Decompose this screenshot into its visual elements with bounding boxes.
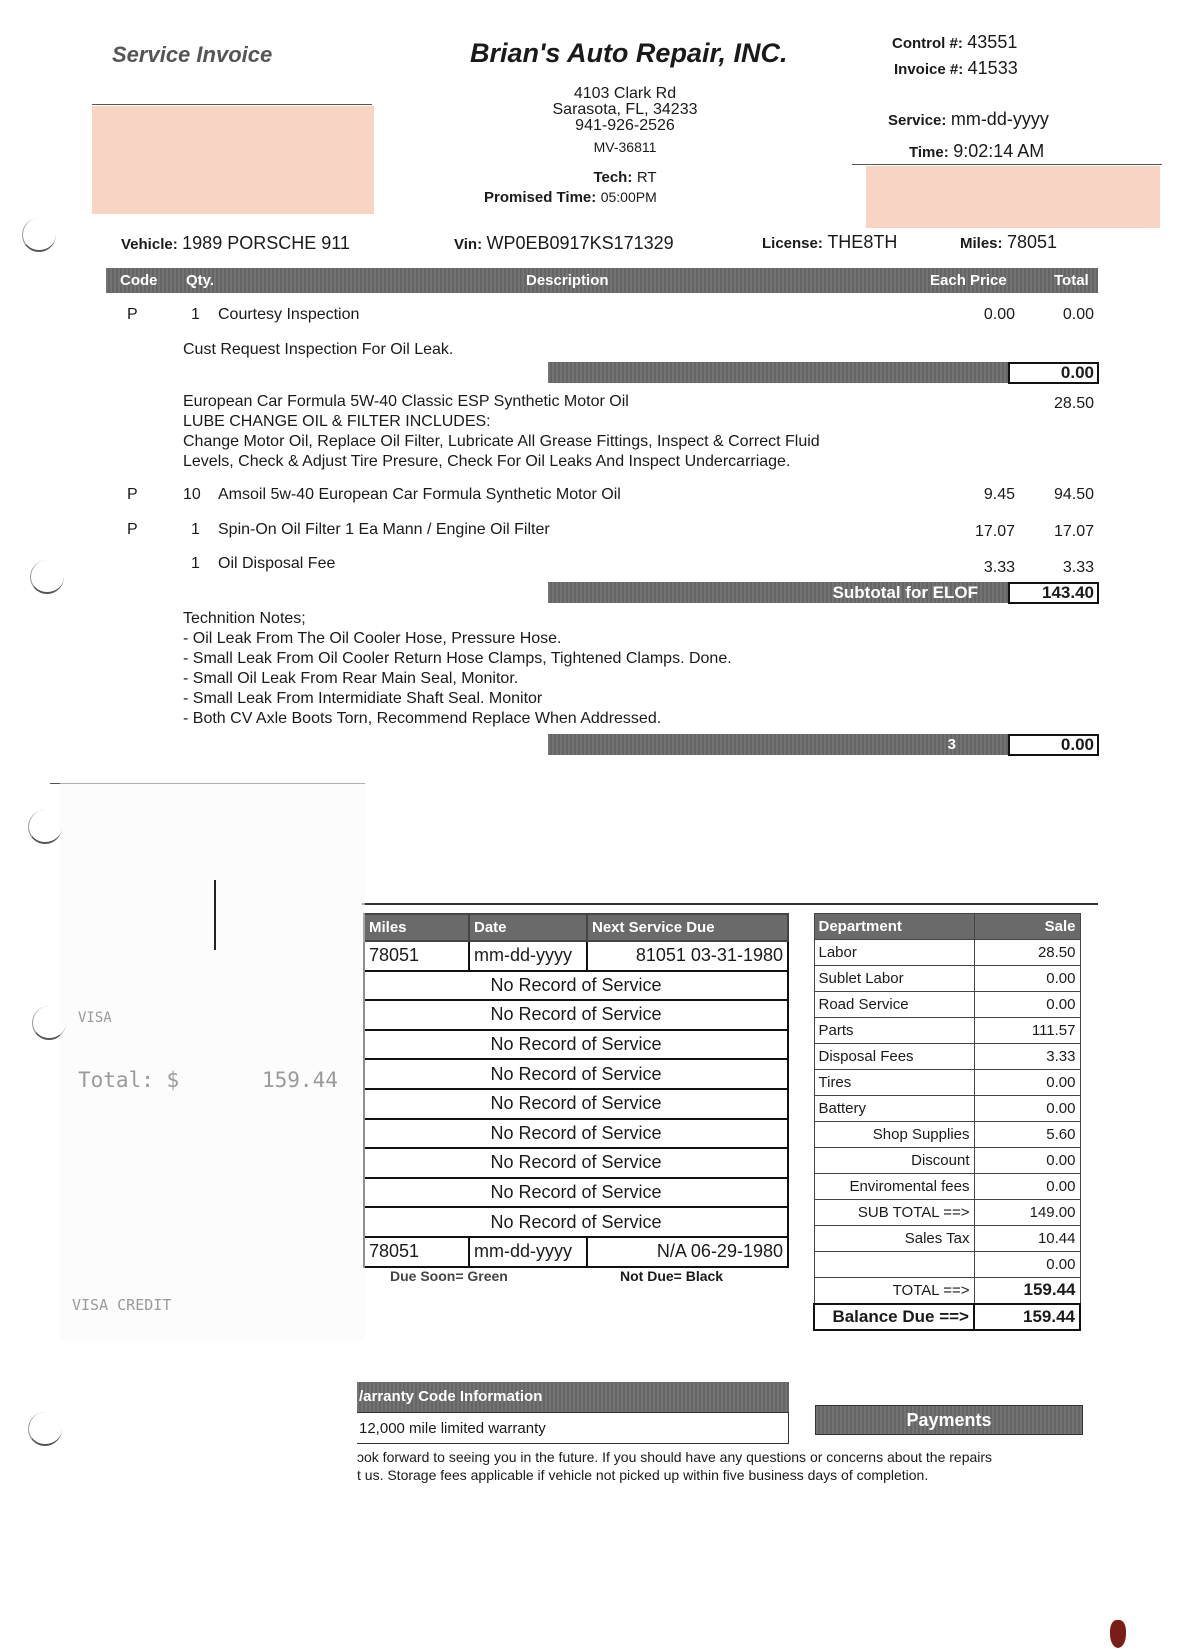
history-empty-row — [364, 971, 788, 1001]
item-description: Courtesy Inspection — [218, 306, 360, 323]
each-price-column-header: Each Price — [930, 272, 1007, 289]
total-row — [814, 1278, 1080, 1304]
history-date: mm-dd-yyyy — [469, 1237, 587, 1267]
item-each-price: 0.00 — [983, 306, 1015, 323]
service-date-line — [888, 109, 1049, 130]
item-description: Amsoil 5w-40 European Car Formula Synthetic Motor Oil — [218, 486, 621, 503]
item-qty: 1 — [191, 555, 200, 572]
courtesy-note: Cust Request Inspection For Oil Leak. — [183, 341, 454, 358]
history-empty-row — [364, 1207, 788, 1237]
item-qty: 1 — [191, 521, 200, 538]
note-line: - Both CV Axle Boots Torn, Recommend Replace When Addressed. — [183, 710, 662, 727]
item-code: P — [127, 306, 138, 323]
notes-title: Technition Notes; — [183, 610, 306, 627]
control-number: 43551 — [967, 32, 1018, 52]
no-record-text: No Record of Service — [364, 971, 788, 1001]
discount-row — [814, 1148, 1080, 1174]
department-sale: 3.33 — [974, 1044, 1080, 1070]
department-row — [814, 992, 1080, 1018]
sub-total-value: 149.00 — [974, 1200, 1080, 1226]
lube-description — [183, 392, 820, 472]
punch-hole — [30, 560, 64, 594]
shop-supplies-row — [814, 1122, 1080, 1148]
note-line: - Small Leak From Intermidiate Shaft Seal. Monitor — [183, 690, 543, 707]
punch-hole — [28, 1412, 62, 1446]
license-label: License: — [762, 235, 823, 252]
sales-tax-row — [814, 1226, 1080, 1252]
environmental-fees-label: Enviromental fees — [814, 1174, 974, 1200]
service-label: Service: — [888, 112, 947, 129]
technician-notes — [183, 609, 732, 729]
department-name: Tires — [814, 1070, 974, 1096]
courtesy-subtotal: 0.00 — [1008, 362, 1099, 384]
department-name: Sublet Labor — [814, 966, 974, 992]
sub-total-label: SUB TOTAL ==> — [814, 1200, 974, 1226]
license-line — [762, 232, 897, 253]
item-qty: 1 — [191, 306, 200, 323]
miles-value: 78051 — [1006, 232, 1058, 252]
department-name: Disposal Fees — [814, 1044, 974, 1070]
customer-address-redaction — [92, 106, 374, 214]
history-miles-header: Miles — [364, 914, 469, 941]
note-line: - Oil Leak From The Oil Cooler Hose, Pressure Hose. — [183, 630, 562, 647]
balance-due-label: Balance Due ==> — [814, 1304, 974, 1330]
shop-supplies-label: Shop Supplies — [814, 1122, 974, 1148]
service-date: mm-dd-yyyy — [950, 109, 1049, 129]
no-record-text: No Record of Service — [364, 1059, 788, 1089]
department-sale: 28.50 — [974, 940, 1080, 966]
item-total: 3.33 — [1062, 559, 1094, 576]
footer-line: ɔok forward to seeing you in the future. If you should have any questions or concerns about the repairs — [357, 1449, 993, 1465]
divider-line — [362, 903, 1098, 905]
history-empty-row — [364, 1030, 788, 1060]
time-label: Time: — [909, 144, 949, 161]
item-description: Spin-On Oil Filter 1 Ea Mann / Engine Oil Filter — [218, 521, 550, 538]
mv-number: MV-36811 — [593, 139, 657, 155]
section3-total: 0.00 — [1008, 734, 1099, 756]
department-name: Labor — [814, 940, 974, 966]
tech-value: RT — [636, 169, 657, 186]
control-number-line — [892, 32, 1017, 53]
department-sale: 0.00 — [974, 992, 1080, 1018]
elof-subtotal: 143.40 — [1008, 582, 1099, 604]
vehicle-value: 1989 PORSCHE 911 — [182, 233, 350, 253]
department-sale: 111.57 — [974, 1018, 1080, 1044]
department-row — [814, 1044, 1080, 1070]
history-miles: 78051 — [364, 1237, 469, 1267]
invoice-number-line — [894, 58, 1018, 79]
history-header-row — [364, 914, 788, 941]
courtesy-subtotal-bar — [548, 362, 1008, 383]
department-totals-table — [813, 913, 1081, 1331]
department-row — [814, 1018, 1080, 1044]
invoice-number: 41533 — [967, 58, 1018, 78]
lube-labor-total: 28.50 — [1053, 395, 1094, 412]
no-record-text: No Record of Service — [364, 1030, 788, 1060]
punch-hole — [22, 218, 56, 252]
history-miles: 78051 — [364, 941, 469, 971]
company-name: Brian's Auto Repair, INC. — [470, 38, 788, 68]
history-row — [364, 1237, 788, 1267]
promised-time-value: 05:00PM — [600, 189, 657, 205]
address-street: 4103 Clark Rd — [573, 85, 677, 102]
tech-line — [520, 169, 730, 187]
item-total: 94.50 — [1053, 486, 1094, 503]
department-sale: 0.00 — [974, 1070, 1080, 1096]
line-items-header — [106, 268, 1098, 293]
warranty-header — [357, 1382, 789, 1412]
history-date-header: Date — [469, 914, 587, 941]
item-description: Oil Disposal Fee — [218, 555, 336, 572]
blank-value: 0.00 — [974, 1252, 1080, 1278]
miles-line — [960, 232, 1057, 253]
time-line — [909, 141, 1044, 162]
environmental-fees-value: 0.00 — [974, 1174, 1080, 1200]
no-record-text: No Record of Service — [364, 1089, 788, 1119]
vin-value: WP0EB0917KS171329 — [486, 233, 674, 253]
company-address — [520, 86, 730, 155]
section3-bar — [548, 734, 1008, 755]
receipt-total-amount: 159.44 — [262, 1068, 338, 1092]
divider-line — [92, 104, 372, 105]
punch-hole — [28, 810, 62, 844]
department-row — [814, 966, 1080, 992]
department-row — [814, 940, 1080, 966]
blank-row — [814, 1252, 1080, 1278]
total-value: 159.44 — [974, 1278, 1080, 1304]
history-next-header: Next Service Due — [587, 914, 788, 941]
item-each-price: 17.07 — [974, 523, 1015, 540]
paper-stain — [1110, 1620, 1126, 1648]
note-line: - Small Leak From Oil Cooler Return Hose Clamps, Tightened Clamps. Done. — [183, 650, 732, 667]
balance-due-value: 159.44 — [974, 1304, 1080, 1330]
description-column-header: Description — [526, 272, 609, 289]
sub-total-row — [814, 1200, 1080, 1226]
item-each-price: 3.33 — [983, 559, 1015, 576]
discount-value: 0.00 — [974, 1148, 1080, 1174]
company-phone: 941-926-2526 — [575, 117, 675, 134]
history-next-due: N/A 06-29-1980 — [587, 1237, 788, 1267]
lube-line: European Car Formula 5W-40 Classic ESP Synthetic Motor Oil — [183, 393, 629, 410]
blank-label — [814, 1252, 974, 1278]
code-column-header: Code — [120, 272, 158, 289]
history-empty-row — [364, 1148, 788, 1178]
total-label: TOTAL ==> — [814, 1278, 974, 1304]
control-label: Control #: — [892, 35, 963, 52]
lube-line: Change Motor Oil, Replace Oil Filter, Lubricate All Grease Fittings, Inspect & Correct Fluid — [183, 433, 820, 450]
lube-line: Levels, Check & Adjust Tire Presure, Check For Oil Leaks And Inspect Undercarriage. — [183, 453, 791, 470]
section3-label: 3 — [947, 736, 956, 753]
no-record-text: No Record of Service — [364, 1207, 788, 1237]
sale-header: Sale — [974, 914, 1080, 940]
vehicle-line — [121, 233, 350, 254]
divider-line — [852, 164, 1162, 165]
department-row — [814, 1096, 1080, 1122]
history-date: mm-dd-yyyy — [469, 941, 587, 971]
department-sale: 0.00 — [974, 966, 1080, 992]
payments-title: Payments — [906, 1410, 992, 1430]
qty-column-header: Qty. — [186, 272, 215, 289]
elof-subtotal-label: Subtotal for ELOF — [832, 583, 978, 602]
history-row — [364, 941, 788, 971]
warranty-box — [357, 1412, 789, 1444]
receipt-total-label: Total: $ — [78, 1068, 180, 1092]
environmental-fees-row — [814, 1174, 1080, 1200]
department-sale: 0.00 — [974, 1096, 1080, 1122]
due-soon-legend: Due Soon= Green — [390, 1268, 508, 1284]
item-code: P — [127, 486, 138, 503]
signature-stroke — [214, 880, 216, 950]
promised-time-line — [484, 189, 657, 207]
miles-label: Miles: — [960, 235, 1003, 252]
service-history-table — [363, 913, 789, 1268]
total-column-header: Total — [1054, 272, 1089, 289]
no-record-text: No Record of Service — [364, 1148, 788, 1178]
vin-line — [454, 233, 674, 254]
receipt-card-type: VISA — [78, 1010, 112, 1026]
promised-time-label: Promised Time: — [484, 189, 597, 206]
no-record-text: No Record of Service — [364, 1000, 788, 1030]
shop-supplies-value: 5.60 — [974, 1122, 1080, 1148]
footer-line: t us. Storage fees applicable if vehicle not picked up within five business days of completion. — [357, 1467, 929, 1483]
history-empty-row — [364, 1059, 788, 1089]
license-value: THE8TH — [827, 232, 898, 252]
item-code: P — [127, 521, 138, 538]
warranty-title: /arranty Code Information — [359, 1388, 543, 1405]
vehicle-label: Vehicle: — [121, 236, 178, 253]
item-qty: 10 — [183, 486, 201, 503]
invoice-label: Invoice #: — [894, 61, 964, 78]
time-value: 9:02:14 AM — [953, 141, 1045, 161]
sales-tax-label: Sales Tax — [814, 1226, 974, 1252]
item-total: 17.07 — [1053, 523, 1094, 540]
department-row — [814, 1070, 1080, 1096]
department-header-row — [814, 914, 1080, 940]
history-empty-row — [364, 1178, 788, 1208]
department-name: Battery — [814, 1096, 974, 1122]
note-line: - Small Oil Leak From Rear Main Seal, Monitor. — [183, 670, 519, 687]
department-name: Road Service — [814, 992, 974, 1018]
item-total: 0.00 — [1062, 306, 1094, 323]
department-name: Parts — [814, 1018, 974, 1044]
history-next-due: 81051 03-31-1980 — [587, 941, 788, 971]
history-empty-row — [364, 1089, 788, 1119]
tech-label: Tech: — [593, 169, 633, 186]
vin-label: Vin: — [454, 236, 483, 253]
item-each-price: 9.45 — [983, 486, 1015, 503]
document-title: Service Invoice — [112, 42, 273, 67]
warranty-text: 12,000 mile limited warranty — [359, 1420, 546, 1437]
department-header: Department — [814, 914, 974, 940]
no-record-text: No Record of Service — [364, 1178, 788, 1208]
payments-header — [815, 1405, 1083, 1435]
footer-message — [357, 1448, 992, 1484]
not-due-legend: Not Due= Black — [620, 1268, 724, 1284]
lube-line: LUBE CHANGE OIL & FILTER INCLUDES: — [183, 413, 491, 430]
address-city: Sarasota, FL, 34233 — [552, 101, 698, 118]
balance-due-row — [814, 1304, 1080, 1330]
sales-tax-value: 10.44 — [974, 1226, 1080, 1252]
history-empty-row — [364, 1119, 788, 1149]
customer-phone-redaction — [866, 166, 1160, 228]
receipt-card-label: VISA CREDIT — [72, 1296, 172, 1314]
no-record-text: No Record of Service — [364, 1119, 788, 1149]
elof-subtotal-bar — [548, 582, 1008, 603]
receipt-overlay — [60, 780, 365, 1340]
history-empty-row — [364, 1000, 788, 1030]
discount-label: Discount — [814, 1148, 974, 1174]
